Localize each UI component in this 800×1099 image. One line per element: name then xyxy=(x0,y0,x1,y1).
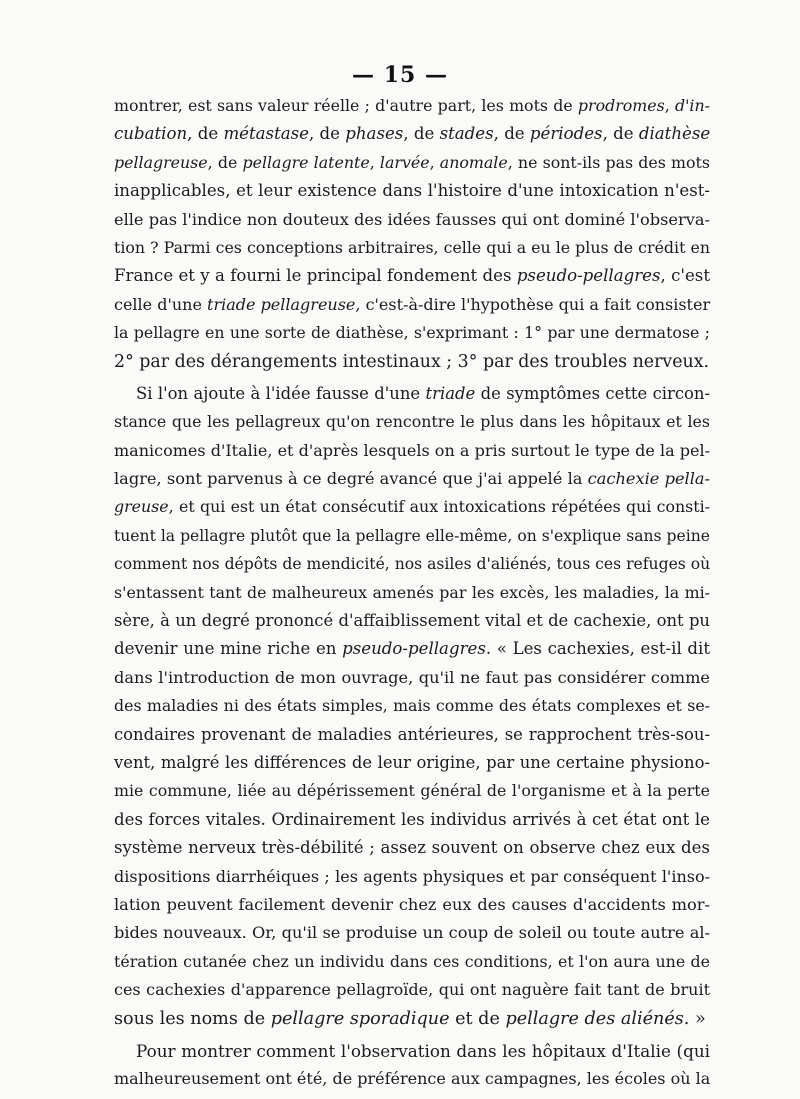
text-run: lation peuvent facilement devenir chez eux des causes d'accidents mor- xyxy=(114,894,710,914)
text-line xyxy=(114,919,710,947)
italic-term: larvée xyxy=(379,152,430,172)
page-number: — 15 — xyxy=(352,62,448,88)
paragraph-first-line xyxy=(114,380,710,408)
text-line xyxy=(114,806,710,834)
text-run: dans l'introduction de mon ouvrage, qu'il ne faut pas considérer comme xyxy=(114,667,710,687)
italic-term: périodes xyxy=(529,124,603,144)
text-run: Pour montrer comment l'observation dans les hôpitaux d'Italie (qui xyxy=(136,1040,710,1061)
text-run: tuent la pellagre plutôt que la pellagre elle-même, on s'explique sans peine xyxy=(114,526,710,545)
text-line xyxy=(114,291,710,319)
text-run: , xyxy=(369,152,380,172)
text-run: des maladies ni des états simples, mais comme des états complexes et se- xyxy=(114,696,710,716)
italic-term: pseudo-pellagres xyxy=(516,266,661,286)
text-line xyxy=(114,177,710,205)
text-line xyxy=(114,692,710,720)
text-run: Si l'on ajoute à l'idée fausse d'une xyxy=(136,383,426,403)
text-line xyxy=(114,891,710,919)
text-line xyxy=(114,437,710,465)
italic-term: métastase xyxy=(223,124,309,144)
text-line xyxy=(114,1065,710,1093)
text-run: , de xyxy=(602,124,639,144)
text-line xyxy=(114,120,710,148)
text-run: sous les noms de xyxy=(114,1008,271,1029)
text-line xyxy=(114,664,710,692)
text-run: tion ? Parmi ces conceptions arbitraires, celle qui a eu le plus de crédit en xyxy=(114,237,710,257)
text-line xyxy=(114,721,710,749)
italic-term: anomale xyxy=(439,152,508,172)
italic-term: diathèse xyxy=(638,124,711,144)
italic-term: greuse xyxy=(114,497,169,517)
italic-term: pellagre latente xyxy=(242,152,370,172)
text-run: dispositions diarrhéiques ; les agents physiques et par conséquent l'inso- xyxy=(114,866,710,886)
italic-term: phases xyxy=(345,124,404,144)
text-line xyxy=(114,976,710,1004)
text-run: mie commune, liée au dépérissement général de l'organisme et à la perte xyxy=(114,781,710,801)
text-run: , de xyxy=(493,124,530,144)
text-run: et de xyxy=(449,1008,506,1029)
italic-term: pellagre des aliénés xyxy=(505,1008,684,1029)
text-line xyxy=(114,550,710,578)
text-run: , ne sont-ils pas des mots xyxy=(507,152,711,172)
text-run: , c'est xyxy=(660,266,710,286)
text-line xyxy=(114,749,710,777)
text-run: de symptômes cette circon- xyxy=(475,383,711,403)
text-line xyxy=(114,92,710,120)
text-run: stance que les pellagreux qu'on rencontre le plus dans les hôpitaux et les xyxy=(114,412,710,432)
text-line xyxy=(114,863,710,891)
italic-term: pseudo-pellagres xyxy=(342,639,486,659)
text-run: devenir une mine riche en xyxy=(114,639,343,659)
italic-term: stades xyxy=(439,124,494,144)
text-run: tération cutanée chez un individu dans ces conditions, et l'on aura une de xyxy=(114,951,710,971)
text-run: s'entassent tant de malheureux amenés par les excès, les maladies, la mi- xyxy=(114,582,710,602)
text-run: , et qui est un état consécutif aux intoxications répétées qui consti- xyxy=(168,497,710,517)
text-line xyxy=(114,149,710,177)
text-line xyxy=(114,1005,710,1033)
italic-term: pellagre sporadique xyxy=(270,1008,450,1029)
text-run: inapplicables, et leur existence dans l'histoire d'une intoxication n'est- xyxy=(114,181,710,201)
italic-term: prodromes xyxy=(577,96,665,115)
text-run: . » xyxy=(683,1008,706,1029)
text-run: comment nos dépôts de mendicité, nos asiles d'aliénés, tous ces refuges où xyxy=(114,555,711,574)
text-run: France et y a fourni le principal fondement des xyxy=(114,266,517,286)
italic-term: d'in- xyxy=(674,96,710,115)
text-run: , de xyxy=(403,124,440,144)
text-line xyxy=(114,493,710,521)
text-line xyxy=(114,607,710,635)
text-run: sère, à un degré prononcé d'affaiblissement vital et de cachexie, ont pu xyxy=(114,611,710,631)
text-run: , de xyxy=(308,124,346,144)
italic-term: cubation xyxy=(114,124,188,144)
text-run: ces cachexies d'apparence pellagroïde, qui ont naguère fait tant de bruit xyxy=(114,980,710,1000)
text-line xyxy=(114,234,710,262)
text-run: , c'est-à-dire l'hypothèse qui a fait consister xyxy=(355,294,711,314)
text-line xyxy=(114,777,710,805)
text-run: , xyxy=(429,152,440,172)
text-run: vent, malgré les différences de leur origine, par une certaine physiono- xyxy=(114,752,710,772)
text-run: celle d'une xyxy=(114,294,208,314)
text-run: la pellagre en une sorte de diathèse, s'exprimant : 1° par une dermatose ; xyxy=(114,323,710,343)
text-run: condaires provenant de maladies antérieures, se rapprochent très-sou- xyxy=(114,724,710,744)
text-line xyxy=(114,348,710,376)
text-run: lagre, sont parvenus à ce degré avancé que j'ai appelé la xyxy=(114,469,588,489)
text-run: bides nouveaux. Or, qu'il se produise un coup de soleil ou toute autre al- xyxy=(114,923,710,943)
text-run: , de xyxy=(187,124,224,144)
text-line xyxy=(114,522,710,550)
text-line xyxy=(114,635,710,663)
italic-term: triade pellagreuse xyxy=(207,294,356,314)
text-run: malheureusement ont été, de préférence aux campagnes, les écoles où la xyxy=(114,1069,711,1089)
text-run: montrer, est sans valeur réelle ; d'autre part, les mots de xyxy=(114,96,578,115)
text-run: système nerveux très-débilité ; assez souvent on observe chez eux des xyxy=(114,838,710,858)
italic-term: cachexie pella- xyxy=(587,469,710,489)
body-text xyxy=(114,92,710,1094)
text-run: elle pas l'indice non douteux des idées fausses qui ont dominé l'observa- xyxy=(114,209,710,229)
text-run: . « Les cachexies, est-il dit xyxy=(485,639,710,659)
text-run: , xyxy=(664,96,675,115)
text-line xyxy=(114,262,710,290)
italic-term: pellagreuse xyxy=(114,152,208,172)
text-run: 2° par des dérangements intestinaux ; 3° par des troubles nerveux. xyxy=(114,351,710,372)
text-line xyxy=(114,206,710,234)
text-line xyxy=(114,834,710,862)
text-line xyxy=(114,319,710,347)
text-run: manicomes d'Italie, et d'après lesquels on a pris surtout le type de la pel- xyxy=(114,440,710,460)
text-line xyxy=(114,948,710,976)
text-run: , de xyxy=(207,152,243,172)
text-line xyxy=(114,579,710,607)
text-line xyxy=(114,465,710,493)
text-line xyxy=(114,408,710,436)
italic-term: triade xyxy=(425,383,476,403)
text-run: des forces vitales. Ordinairement les individus arrivés à cet état ont le xyxy=(114,809,710,829)
paragraph-first-line xyxy=(114,1037,710,1065)
